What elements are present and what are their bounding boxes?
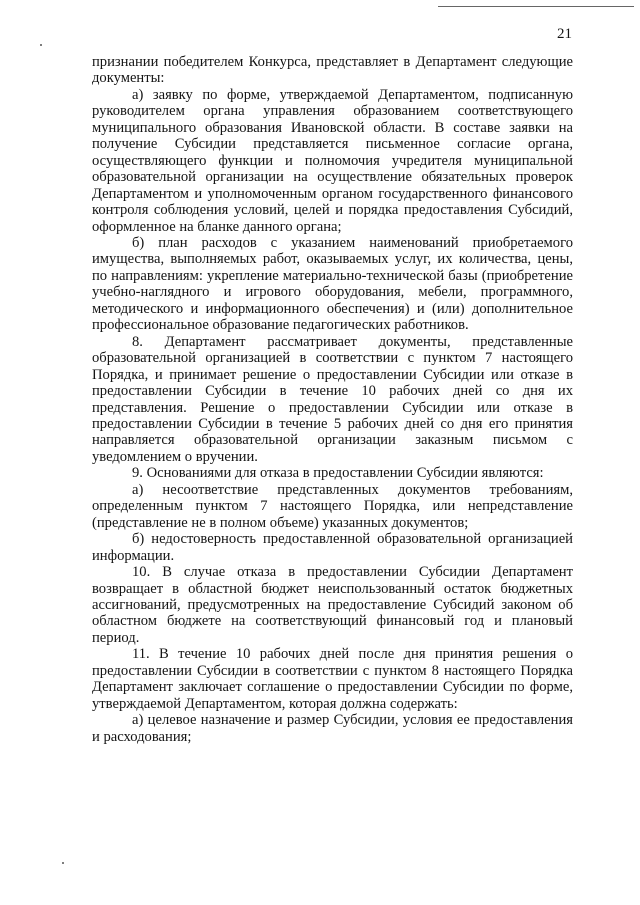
page-number: 21 — [557, 26, 572, 42]
paragraph-7a: а) заявку по форме, утверждаемой Департаментом, подписанную руководителем органа управления образованием соответствующего муниципального образования Ивановской области. В составе заявки на получение Субсидии представляется письменное согласие органа, осуществляющего функции и полномочия учредителя муниципальной образовательной организации на осуществление обязательных проверок Департаментом и уполномоченным органом государственного финансового контроля соблюдения условий, целей и порядка предоставления Субсидий, оформленное на бланке данного органа; — [92, 86, 573, 235]
paragraph-9b: б) недостоверность предоставленной образовательной организацией информации. — [92, 531, 573, 564]
top-edge-line — [438, 6, 634, 7]
paragraph-11: 11. В течение 10 рабочих дней после дня принятия решения о предоставлении Субсидии в соответствии с пунктом 8 настоящего Порядка Департамент заключает соглашение о предоставлении Субсидии по форме, утверждаемой Департаментом, которая должна содержать: — [92, 646, 573, 712]
paragraph-7b: б) план расходов с указанием наименований приобретаемого имущества, выполняемых работ, оказываемых услуг, их количества, цены, по направлениям: укрепление материально-технической базы (приобретение учебно-наглядного и игрового оборудования, мебели, программного, методического и информационного обеспечения) и (или) дополнительное профессиональное образование педагогических работников. — [92, 234, 573, 334]
document-body — [92, 54, 573, 745]
paragraph-10: 10. В случае отказа в предоставлении Субсидии Департамент возвращает в областной бюджет неиспользованный остаток бюджетных ассигнований, предусмотренных на предоставление Субсидий законом об областном бюджете на соответствующий финансовый год и плановый период. — [92, 564, 573, 646]
paragraph-9a: а) несоответствие представленных документов требованиям, определенным пунктом 7 настоящего Порядка, или непредставление (представление не в полном объеме) указанных документов; — [92, 481, 573, 531]
scan-speck — [62, 862, 64, 864]
paragraph-8: 8. Департамент рассматривает документы, представленные образовательной организацией в соответствии с пунктом 7 настоящего Порядка, и принимает решение о предоставлении Субсидии или отказе в предоставлении Субсидии в течение 10 рабочих дней со дня их представления. Решение о предоставлении Субсидии или отказе в предоставлении Субсидии в течение 5 рабочих дней со дня его принятия направляется образовательной организации заказным письмом с уведомлением о вручении. — [92, 333, 573, 465]
paragraph-intro: признании победителем Конкурса, представляет в Департамент следующие документы: — [92, 54, 573, 87]
paragraph-11a: а) целевое назначение и размер Субсидии, условия ее предоставления и расходования; — [92, 712, 573, 745]
paragraph-9: 9. Основаниями для отказа в предоставлении Субсидии являются: — [132, 465, 544, 482]
scan-speck — [40, 44, 42, 46]
